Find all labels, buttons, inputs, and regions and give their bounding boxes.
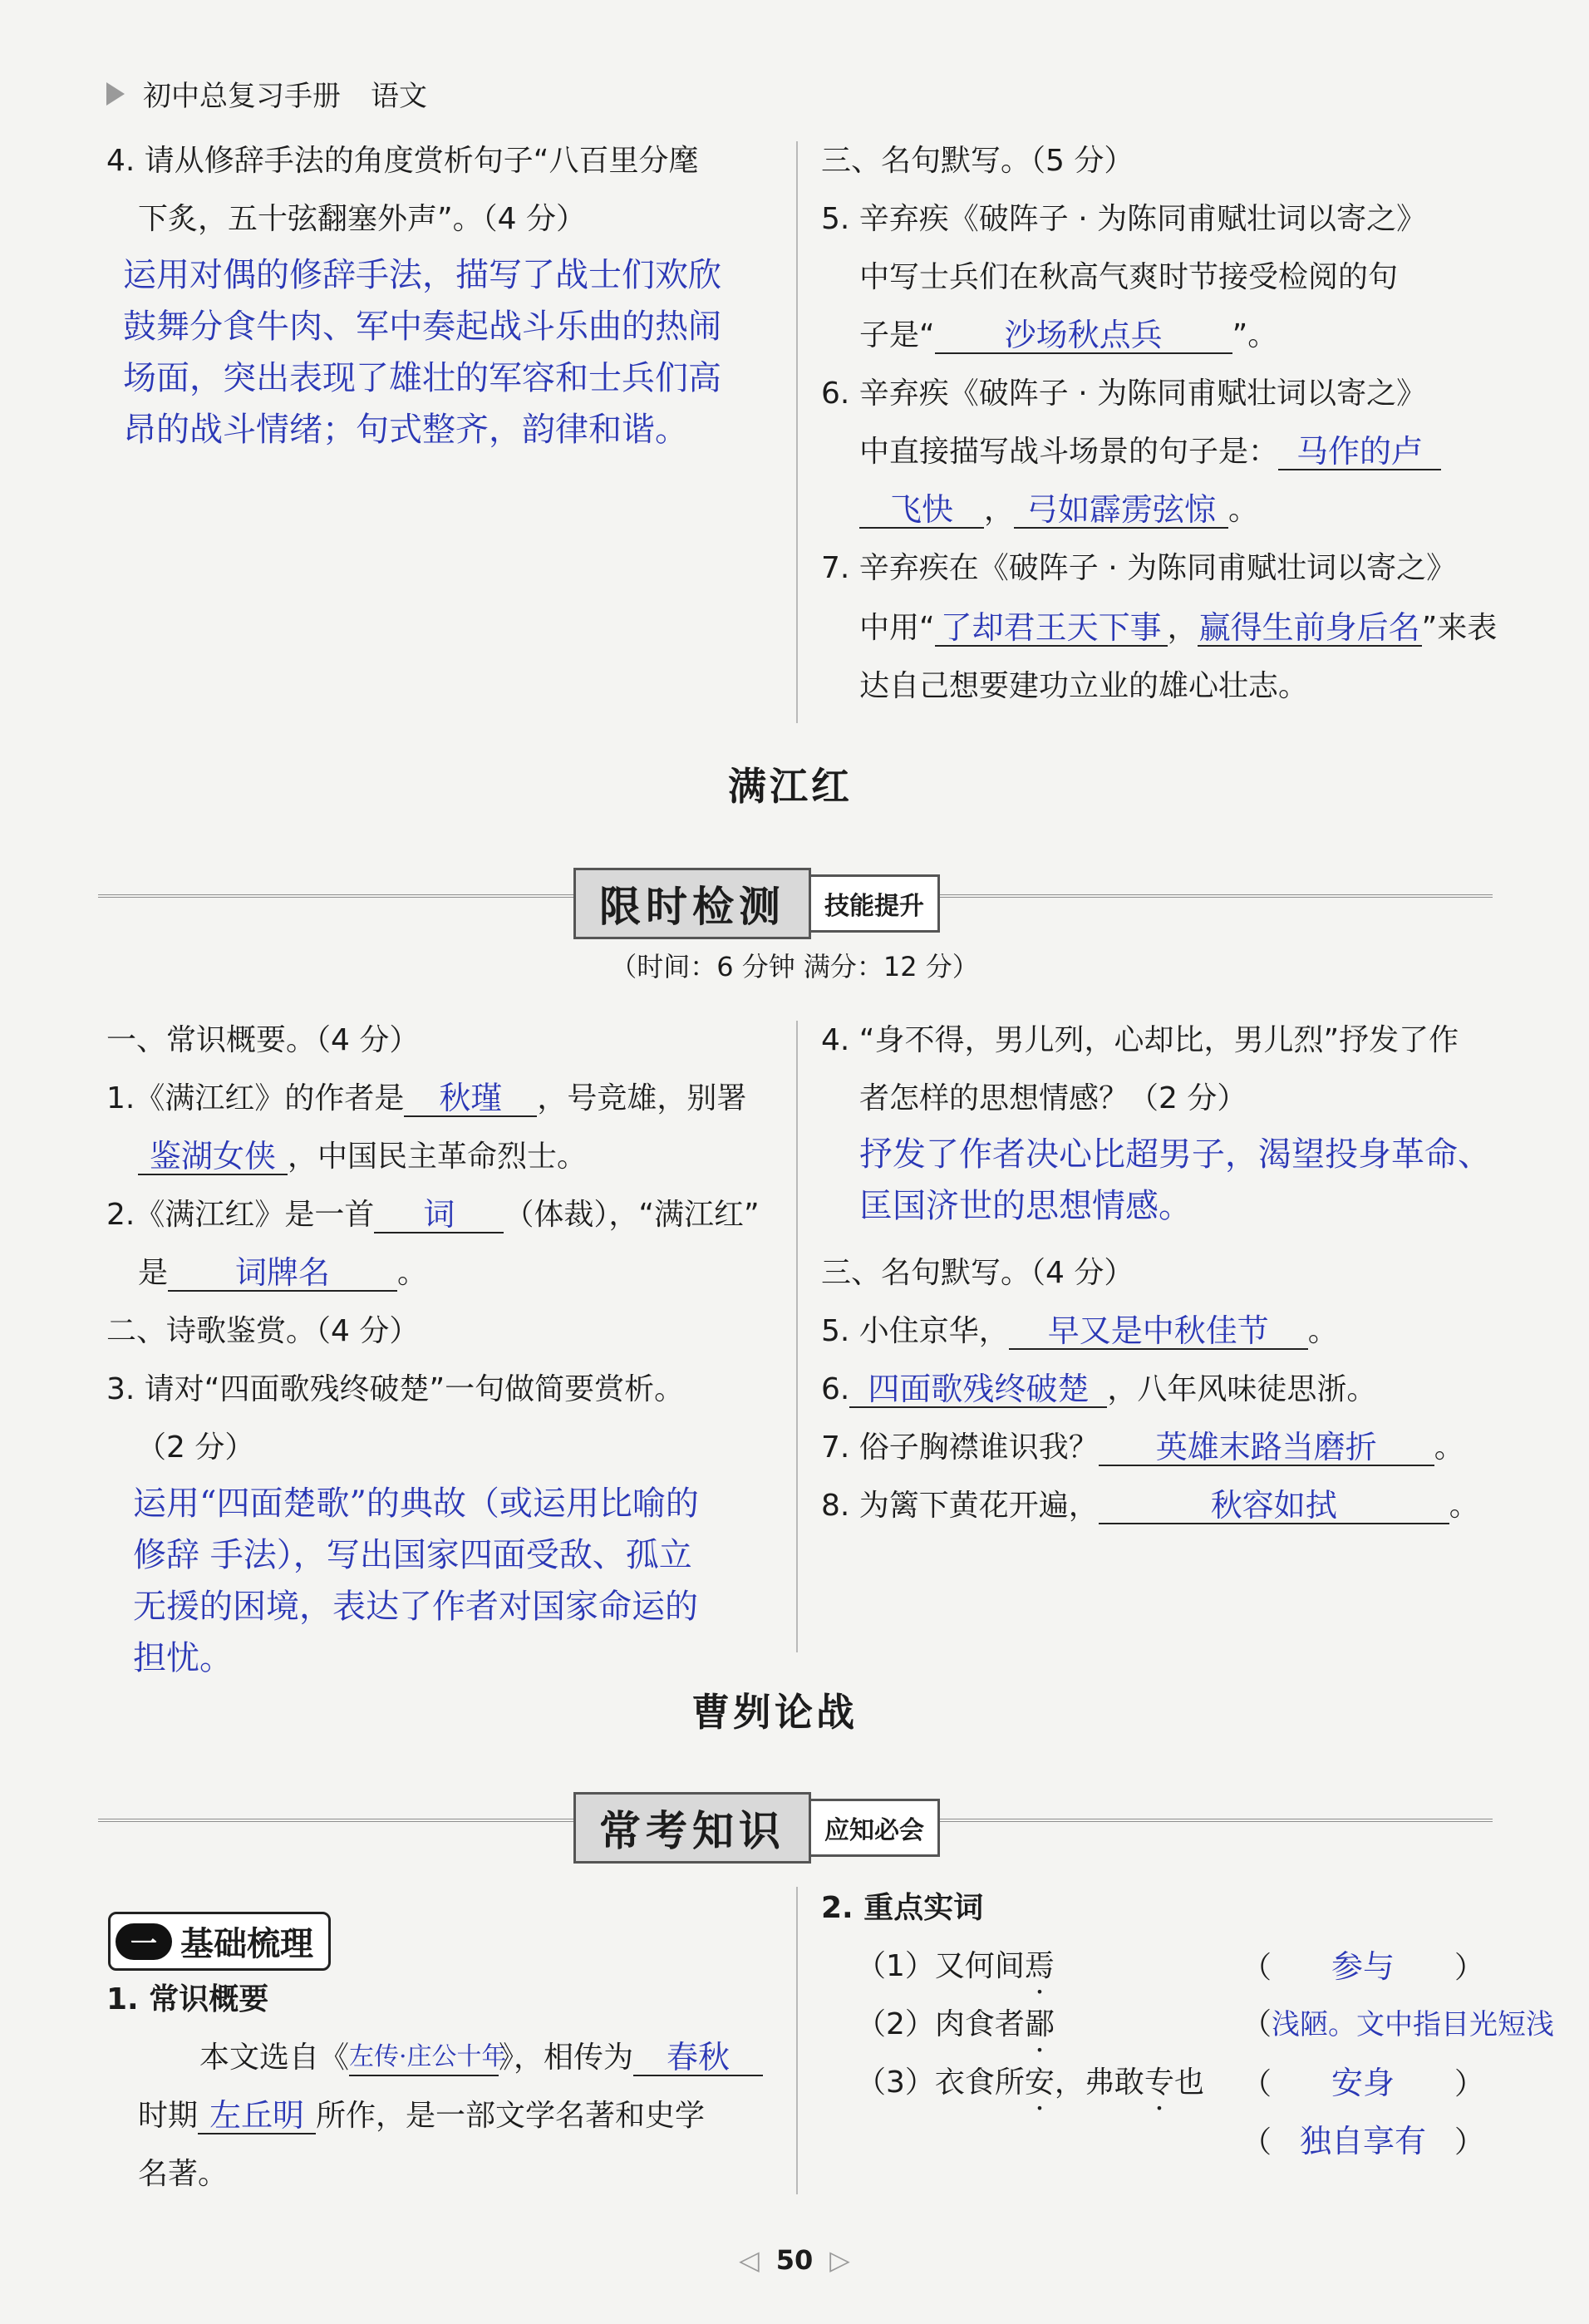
word-item-4-answer (1242, 2123, 1484, 2161)
mjh-q8-answer-blank[interactable]: 秋容如拭 (1099, 1488, 1449, 1524)
column-divider (796, 1887, 798, 2194)
q1-suffix: ，中国民主革命烈士。 (288, 1140, 588, 1174)
q7-suffix: 。 (1434, 1430, 1464, 1465)
dotted-char: 焉 (1024, 1949, 1055, 1983)
q8-suffix: 。 (1449, 1489, 1479, 1523)
mjh-q2-line1 (106, 1197, 760, 1233)
column-divider (796, 1021, 798, 1652)
q7-prefix: 中用“ (859, 611, 935, 645)
answer-text[interactable]: 参与 (1331, 1948, 1395, 1985)
word-item-3-answer (1242, 2065, 1484, 2103)
q2-mid: （体裁），“满江红” (504, 1198, 760, 1232)
word-item-text: （3）衣食所 (856, 2066, 1025, 2100)
q6-suffix: ，八年风味徒思浙。 (1107, 1372, 1377, 1406)
q6-answer-blank-c[interactable]: 弓如霹雳弦惊 (1014, 492, 1228, 529)
q8-prefix: 8. 为篱下黄花开遍， (821, 1489, 1099, 1523)
mjh-q5-answer-blank[interactable]: 早又是中秋佳节 (1009, 1313, 1308, 1350)
answer-line: 无援的困境，表达了作者对国家命运的 (133, 1588, 698, 1626)
mjh-q4-answer (859, 1129, 1491, 1232)
section-title-manjianghong: 满江红 (728, 764, 853, 809)
badge-common-knowledge (573, 1792, 940, 1864)
paren-open: （ (1242, 2125, 1272, 2159)
page-number: 50 (775, 2244, 814, 2276)
q2-prefix2: 是 (138, 1256, 169, 1290)
comma: ， (984, 493, 1015, 527)
dotted-char: 安 (1024, 2066, 1055, 2100)
answer-line: 鼓舞分食牛肉、军中奏起战斗乐曲的热闹 (123, 308, 721, 346)
cg-author-blank[interactable]: 左丘明 (198, 2098, 316, 2134)
mjh-section-3: 三、名句默写。（4 分） (821, 1256, 1134, 1290)
q6-prefix: 6. (821, 1372, 850, 1406)
question-6-line3 (859, 492, 1258, 529)
q7-suffix: ”来表 (1421, 611, 1498, 645)
answer-line: 场面，突出表现了雄壮的军容和士兵们高 (123, 359, 721, 397)
question-6-line1: 6. 辛弃疾《破阵子 · 为陈同甫赋壮词以寄之》 (821, 377, 1427, 411)
q6-prefix: 中直接描写战斗场景的句子是： (859, 435, 1279, 469)
mjh-q7-answer-blank[interactable]: 英雄末路当磨折 (1099, 1430, 1434, 1466)
question-4-line2: 下炙，五十弦翻塞外声”。（4 分） (138, 202, 586, 236)
page-footer (0, 2244, 1589, 2276)
badge-subtitle: 应知必会 (811, 1799, 940, 1857)
word-item-text: （2）肉食者 (856, 2007, 1025, 2041)
q2-suffix: 。 (397, 1256, 428, 1290)
q7-prefix: 7. 俗子胸襟谁识我？ (821, 1430, 1099, 1465)
basic-review-label (108, 1912, 331, 1971)
q5-prefix: 5. 小住京华， (821, 1314, 1009, 1348)
q1-answer-blank-b[interactable]: 鉴湖女侠 (138, 1139, 288, 1175)
question-7-line2 (859, 610, 1497, 647)
cg-line-3: 名著。 (138, 2157, 229, 2191)
dotted-char: 鄙 (1024, 2007, 1055, 2041)
word-item-2 (856, 2006, 1055, 2043)
comma: ， (1167, 611, 1198, 645)
cg-line-2 (138, 2098, 705, 2134)
question-7-line1: 7. 辛弃疾在《破阵子 · 为陈同甫赋壮词以寄之》 (821, 551, 1457, 585)
q5-prefix: 子是“ (859, 318, 935, 352)
basic-review-text: 基础梳理 (180, 1925, 313, 1963)
question-5-line2: 中写士兵们在秋高气爽时节接受检阅的句 (859, 260, 1399, 294)
mjh-section-2: 二、诗歌鉴赏。（4 分） (106, 1314, 420, 1348)
l2-prefix: 时期 (138, 2099, 199, 2133)
answer-line: 担忧。 (133, 1639, 233, 1677)
section-number-icon: 一 (116, 1923, 172, 1960)
answer-text[interactable]: 独自享有 (1300, 2123, 1427, 2159)
mjh-q4-line2: 者怎样的思想情感？（2 分） (859, 1081, 1247, 1115)
badge-subtitle: 技能提升 (811, 874, 940, 933)
cg-heading-2: 2. 重点实词 (821, 1891, 984, 1925)
word-item-3 (856, 2065, 1204, 2101)
answer-line: 运用对偶的修辞手法，描写了战士们欢欣 (123, 256, 721, 294)
dotted-char: 专 (1144, 2066, 1174, 2100)
section-3-heading: 三、名句默写。（5 分） (821, 144, 1134, 178)
mjh-q7 (821, 1430, 1464, 1466)
cg-period-blank[interactable]: 春秋 (633, 2040, 763, 2076)
cg-heading-1: 1. 常识概要 (106, 1982, 269, 2016)
answer-text[interactable]: 浅陋。文中指目光短浅 (1272, 2008, 1555, 2041)
q2-answer-blank-a[interactable]: 词 (374, 1197, 504, 1233)
prev-page-icon[interactable]: ◁ (739, 2244, 760, 2276)
l2-suffix: 所作，是一部文学名著和史学 (316, 2099, 706, 2133)
play-triangle-icon (106, 82, 125, 106)
mjh-q4-line1: 4. “身不得，男儿列，心却比，男儿烈”抒发了作 (821, 1023, 1459, 1057)
period: 。 (1228, 493, 1259, 527)
book-title: 初中总复习手册 (143, 80, 341, 113)
mjh-q3-line2: （2 分） (136, 1430, 255, 1465)
question-4-answer (123, 249, 721, 455)
paren-close: ） (1454, 2125, 1485, 2159)
badge-title: 限时检测 (573, 868, 811, 939)
q5-suffix: ”。 (1232, 318, 1278, 352)
q5-answer-blank[interactable]: 沙场秋点兵 (935, 318, 1232, 354)
q6-answer-blank-b[interactable]: 飞快 (859, 492, 984, 529)
mjh-q1-line2 (138, 1139, 587, 1175)
timing-info: （时间：6 分钟 满分：12 分） (610, 951, 979, 982)
word-item-2-answer (1242, 2006, 1554, 2043)
mjh-q5 (821, 1313, 1338, 1350)
q7-answer-blank-a[interactable]: 了却君王天下事 (935, 610, 1168, 647)
word-item-text: ，弗敢 (1054, 2066, 1144, 2100)
word-item-text: 也 (1173, 2066, 1204, 2100)
mjh-q3-line1: 3. 请对“四面歌残终破楚”一句做简要赏析。 (106, 1372, 685, 1406)
answer-line: 匡国济世的思想情感。 (859, 1187, 1192, 1225)
mjh-q2-line2 (138, 1255, 427, 1292)
badge-timed-test (573, 868, 940, 939)
answer-text[interactable]: 安身 (1331, 2065, 1395, 2101)
paren-close: ） (1454, 1951, 1485, 1985)
answer-line: 运用“四面楚歌”的典故（或运用比喻的 (133, 1485, 699, 1523)
q5-suffix: 。 (1307, 1314, 1338, 1348)
question-5-line1: 5. 辛弃疾《破阵子 · 为陈同甫赋壮词以寄之》 (821, 202, 1427, 236)
q7-answer-blank-b[interactable]: 赢得生前身后名 (1198, 609, 1420, 646)
answer-line: 修辞 手法），写出国家四面受敌、孤立 (133, 1536, 692, 1574)
mjh-q3-answer (133, 1478, 699, 1684)
paren-close: ） (1454, 2067, 1485, 2101)
mjh-q1-line1 (106, 1081, 746, 1117)
q2-prefix: 2.《满江红》是一首 (106, 1198, 375, 1232)
mjh-section-1: 一、常识概要。（4 分） (106, 1023, 420, 1057)
paren-open: （ (1242, 2067, 1272, 2101)
word-item-text: （1）又何间 (856, 1949, 1025, 1983)
q6-answer-blank-a[interactable]: 马作的卢 (1278, 434, 1441, 470)
q1-answer-blank-a[interactable]: 秋瑾 (404, 1081, 537, 1117)
paren-open: （ (1242, 1951, 1272, 1985)
l1-prefix: 本文选自《 (199, 2041, 350, 2075)
l1-mid: 》，相传为 (499, 2041, 634, 2075)
subject-label: 语文 (371, 80, 427, 113)
mjh-q6-answer-blank[interactable]: 四面歌残终破楚 (849, 1371, 1107, 1408)
word-item-1-answer (1242, 1948, 1484, 1987)
paren-open: （ (1242, 2007, 1272, 2041)
cg-source-blank[interactable]: 左传·庄公十年 (349, 2040, 499, 2076)
mjh-q8 (821, 1488, 1479, 1524)
question-7-line3: 达自己想要建功立业的雄心壮志。 (859, 669, 1309, 703)
mjh-q6 (821, 1371, 1376, 1408)
running-header (106, 73, 427, 114)
word-item-1 (856, 1948, 1055, 1985)
q2-answer-blank-b[interactable]: 词牌名 (168, 1255, 397, 1292)
answer-line: 昂的战斗情绪；句式整齐，韵律和谐。 (123, 411, 688, 449)
next-page-icon[interactable]: ▷ (829, 2244, 850, 2276)
badge-title: 常考知识 (573, 1792, 811, 1864)
column-divider (796, 141, 798, 723)
question-6-line2 (859, 434, 1441, 470)
question-4-line1: 4. 请从修辞手法的角度赏析句子“八百里分麾 (106, 144, 699, 178)
answer-line: 抒发了作者决心比超男子，渴望投身革命、 (859, 1135, 1491, 1174)
q1-mid: ，号竞雄，别署 (537, 1081, 747, 1115)
section-title-caoguilunzhan: 曹刿论战 (691, 1690, 858, 1735)
q1-prefix: 1.《满江红》的作者是 (106, 1081, 405, 1115)
cg-line-1 (199, 2040, 763, 2076)
question-5-line3 (859, 318, 1277, 354)
